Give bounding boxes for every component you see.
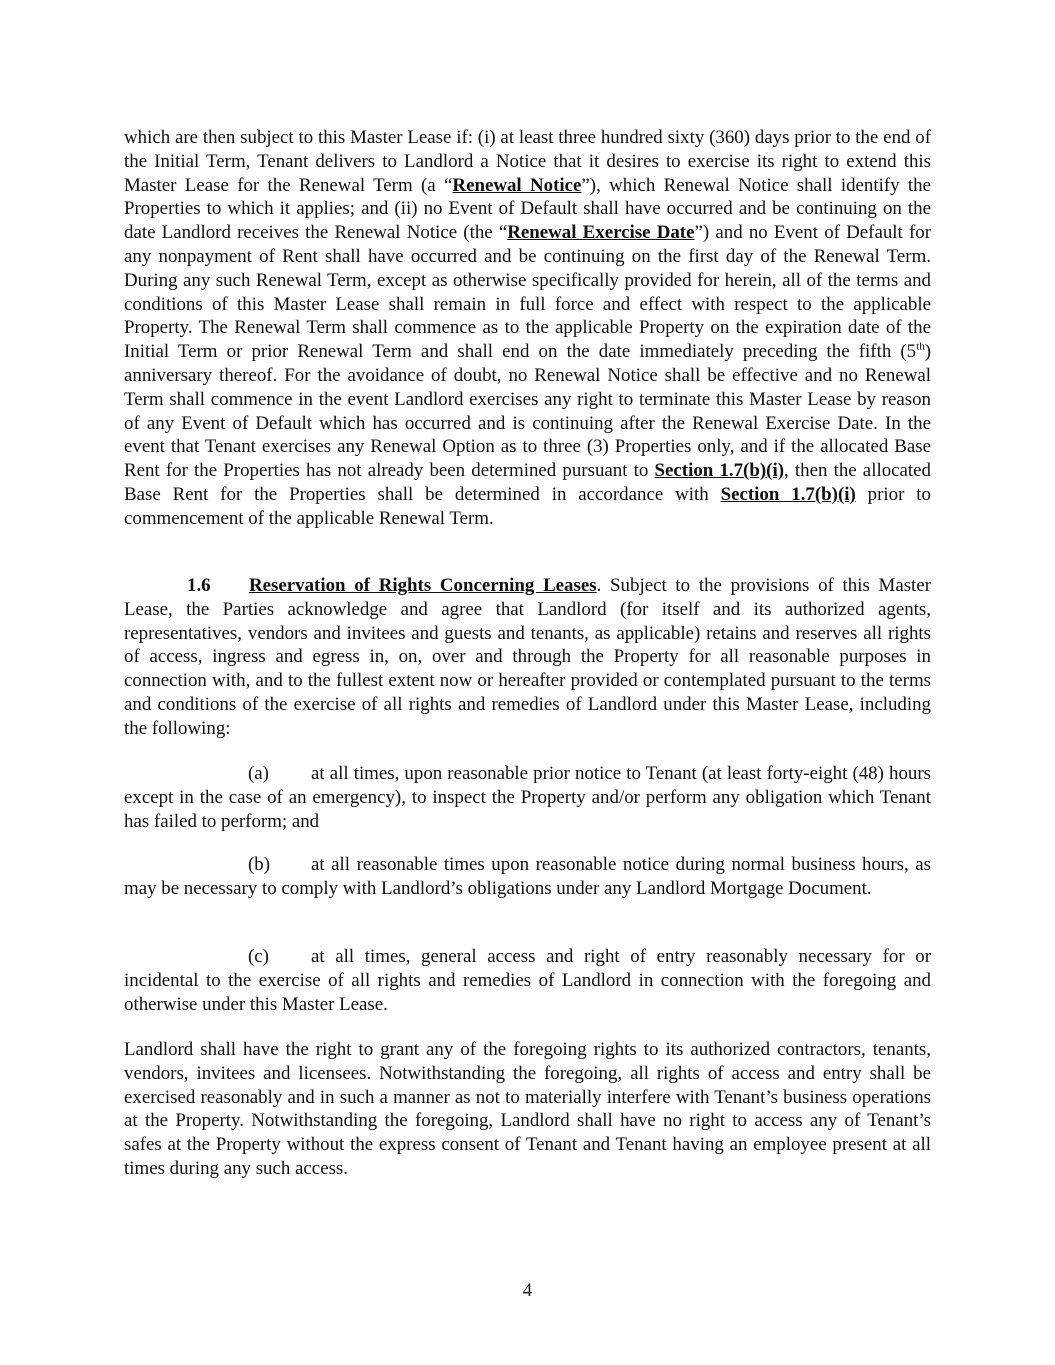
renewal-text-5: , then the allocated Base Rent for the Properties shall be determined in accordance with bbox=[124, 460, 931, 505]
defined-term-renewal-exercise-date: Renewal Exercise Date bbox=[507, 222, 695, 244]
renewal-paragraph bbox=[124, 126, 931, 531]
section-1-6-paragraph bbox=[124, 574, 931, 741]
section-body: Subject to the provisions of this Master Lease, the Parties acknowledge and agree that Landlord (for itself and its authorized agents, representatives, vendors and invitees and guests and tenants, as applicable) retains and reserves all rights of access, ingress and egress in, on, over and through the Property for all reasonable purposes in connection with, and to the fullest extent now or hereafter provided or contemplated pursuant to the terms and conditions of the exercise of all rights and remedies of Landlord under this Master Lease, including the following: bbox=[124, 575, 931, 739]
renewal-text-1: which are then subject to this Master Lease if: (i) at least three hundred sixty (360) days prior to the end of the Initial Term, Tenant delivers to Landlord a Notice that it desires to exercise its right to extend this Master Lease for the Renewal Term (a “ bbox=[124, 127, 931, 196]
renewal-text-3: ”) and no Event of Default for any nonpayment of Rent shall have occurred and be continuing on the first day of the Renewal Term. During any such Renewal Term, except as otherwise specifically provided for herein, all of the terms and conditions of this Master Lease shall remain in full force and effect with respect to the applicable Property. The Renewal Term shall commence as to the applicable Property on the expiration date of the Initial Term or prior Renewal Term and shall end on the date immediately preceding the fifth (5 bbox=[124, 222, 931, 363]
section-heading: Reservation of Rights Concerning Leases bbox=[249, 575, 597, 596]
list-item-a bbox=[124, 762, 931, 833]
section-number: 1.6 bbox=[187, 575, 211, 596]
closing-paragraph: Landlord shall have the right to grant any of the foregoing rights to its authorized contractors, tenants, vendors, invitees and licensees. Notwithstanding the foregoing, all rights of access and entry shall be exercised reasonably and in such a manner as not to materially interfere with Tenant’s business operations at the Property. Notwithstanding the foregoing, Landlord shall have no right to access any of Tenant’s safes at the Property without the express consent of Tenant and Tenant having an employee present at all times during any such access. bbox=[124, 1039, 931, 1179]
page-number: 4 bbox=[522, 1280, 533, 1301]
list-item-c-label: (c) bbox=[248, 946, 269, 967]
list-item-b-label: (b) bbox=[248, 854, 271, 875]
ordinal-superscript: th bbox=[916, 340, 925, 353]
section-reference-1: Section 1.7(b)(i) bbox=[654, 460, 784, 482]
section-reference-2: Section 1.7(b)(i) bbox=[720, 483, 856, 505]
section-heading-period: . bbox=[596, 575, 602, 596]
renewal-text-2: ”), which Renewal Notice shall identify the Properties to which it applies; and (ii) no Event of Default shall have occurred and be continuing on the date Landlord receives the Renewal Notice (the “ bbox=[124, 174, 932, 244]
list-item-a-text: at all times, upon reasonable prior notice to Tenant (at least forty-eight (48) hours except in the case of an emergency), to inspect the Property and/or perform any obligation which Tenant has failed to perform; and bbox=[124, 763, 931, 832]
list-item-c bbox=[124, 945, 931, 1016]
defined-term-renewal-notice: Renewal Notice bbox=[452, 174, 582, 196]
list-item-c-text: at all times, general access and right of entry reasonably necessary for or incidental to the exercise of all rights and remedies of Landlord in connection with the foregoing and otherwise under this Master Lease. bbox=[124, 946, 931, 1015]
list-item-a-label: (a) bbox=[248, 763, 269, 784]
renewal-text-4: ) anniversary thereof. For the avoidance of doubt, no Renewal Notice shall be effective and no Renewal Term shall commence in the event Landlord exercises any right to terminate this Master Lease by reason of any Event of Default which has occurred and is continuing after the Renewal Exercise Date. In the event that Tenant exercises any Renewal Option as to three (3) Properties only, and if the allocated Base Rent for the Properties has not already been determined pursuant to bbox=[124, 341, 931, 482]
list-item-b-text: at all reasonable times upon reasonable notice during normal business hours, as may be necessary to comply with Landlord’s obligations under any Landlord Mortgage Document. bbox=[124, 854, 931, 899]
list-item-b bbox=[124, 853, 931, 901]
renewal-text-6: prior to commencement of the applicable Renewal Term. bbox=[124, 483, 931, 529]
